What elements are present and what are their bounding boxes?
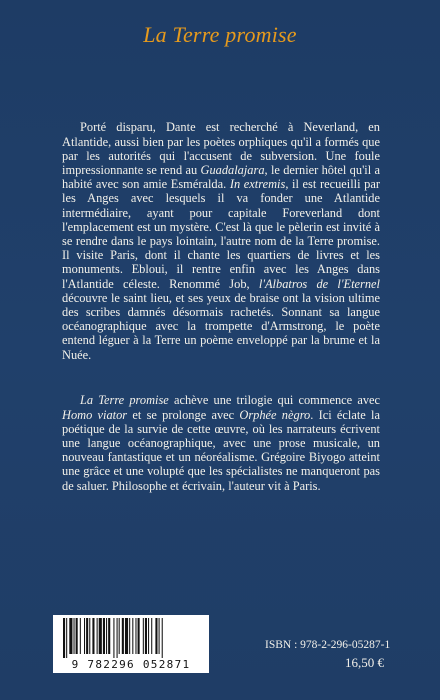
blurb-paragraph-2 bbox=[62, 393, 380, 492]
barcode-bar bbox=[159, 618, 160, 654]
barcode-bar bbox=[117, 618, 118, 658]
barcode-bar bbox=[106, 618, 107, 654]
book-title: La Terre promise bbox=[143, 22, 297, 47]
barcode-bar bbox=[143, 618, 144, 654]
barcode-bar bbox=[63, 618, 65, 658]
italic-title-run: Homo viator bbox=[62, 407, 128, 422]
isbn-number: ISBN : 978-2-296-05287-1 bbox=[265, 639, 391, 651]
barcode-bar bbox=[99, 618, 102, 654]
barcode-bar bbox=[80, 618, 81, 654]
barcode-bar bbox=[129, 618, 130, 654]
barcode-bar bbox=[145, 618, 147, 654]
italic-title-run: Guadalajara bbox=[200, 163, 265, 177]
text-run: . Ici éclate la poétique de la survie de cette œuvre, où les narrateurs écrivent une langue océanographique, avec une prose musicale, un nouveau fantastique et un néoréalisme. Grégoire Biyogo atteint une grâce et une volupté que les spécialistes ne manqueront pas de saluer. Philosophe et écrivain, l'auteur vit à Paris. bbox=[62, 407, 380, 493]
barcode-bar bbox=[162, 618, 163, 658]
barcode-bar bbox=[92, 618, 94, 654]
barcode-bar bbox=[76, 618, 78, 654]
price: 16,50 € bbox=[345, 655, 384, 670]
barcode-bar bbox=[155, 618, 157, 654]
barcode-bars bbox=[59, 618, 203, 658]
italic-title-run: La Terre promise bbox=[80, 393, 169, 408]
italic-title-run: l'Albatros de l'Eternel bbox=[258, 276, 380, 291]
text-run: découvre le saint lieu, et ses yeux de braise ont la vision ultime des scribes damnés désormais rachetés. Sonnant sa langue océanographique avec la trompette d'Armstrong, le poète entend léguer à la Terre un poème enveloppé par la brume et la Nuée. bbox=[62, 290, 380, 362]
barcode-bar bbox=[97, 618, 98, 654]
barcode-bar bbox=[122, 618, 124, 654]
barcode-bar bbox=[151, 618, 152, 654]
italic-title-run: In extremis bbox=[229, 177, 286, 192]
barcode-bar bbox=[108, 618, 110, 654]
barcode-bar bbox=[113, 618, 114, 658]
barcode-bar bbox=[89, 618, 90, 654]
text-run: et se prolonge avec bbox=[127, 407, 240, 422]
barcode-bar bbox=[135, 618, 136, 654]
barcode-bar bbox=[69, 618, 72, 654]
barcode-bar bbox=[132, 618, 133, 654]
barcode-bar bbox=[125, 618, 128, 654]
barcode-bar bbox=[74, 618, 75, 654]
barcode-bar bbox=[103, 618, 105, 654]
barcode-digits: 9 782296 052871 bbox=[71, 658, 191, 671]
barcode-bar bbox=[138, 618, 140, 654]
barcode-bar bbox=[84, 618, 85, 654]
blurb-paragraph-1 bbox=[62, 120, 380, 361]
barcode-bar bbox=[119, 618, 120, 654]
barcode-bar bbox=[148, 618, 149, 654]
barcode-bar bbox=[86, 618, 88, 654]
barcode-bar bbox=[66, 618, 67, 658]
text-run: , il est recueilli par les Anges avec lesquels il va fonder une Atlantide intermédiaire, ayant pour capitale Foreverland dont l'emplacement est un mystère. C'est là que le pèlerin est invité à se rendre dans le pays lointain, l'autre nom de la Terre promise. Il visite Paris, dont il chante les quartiers de livres et les monuments. Ebloui, il rentre enfin avec les Anges dans l'Atlantide céleste. Renommé Job, bbox=[62, 177, 381, 291]
text-run: Porté disparu, Dante est recherché à Neverland, en Atlantide, aussi bien par les poètes orphiques qu'il a formés que par les autorités qui l'accusent de subversion. Une foule impressionnante se rend au bbox=[62, 120, 380, 177]
text-run: , le dernier hôtel qu'il a habité avec son amie Esméralda. bbox=[62, 163, 380, 192]
italic-title-run: Orphée nègro bbox=[239, 407, 311, 422]
text-run: achève une trilogie qui commence avec bbox=[168, 393, 381, 408]
